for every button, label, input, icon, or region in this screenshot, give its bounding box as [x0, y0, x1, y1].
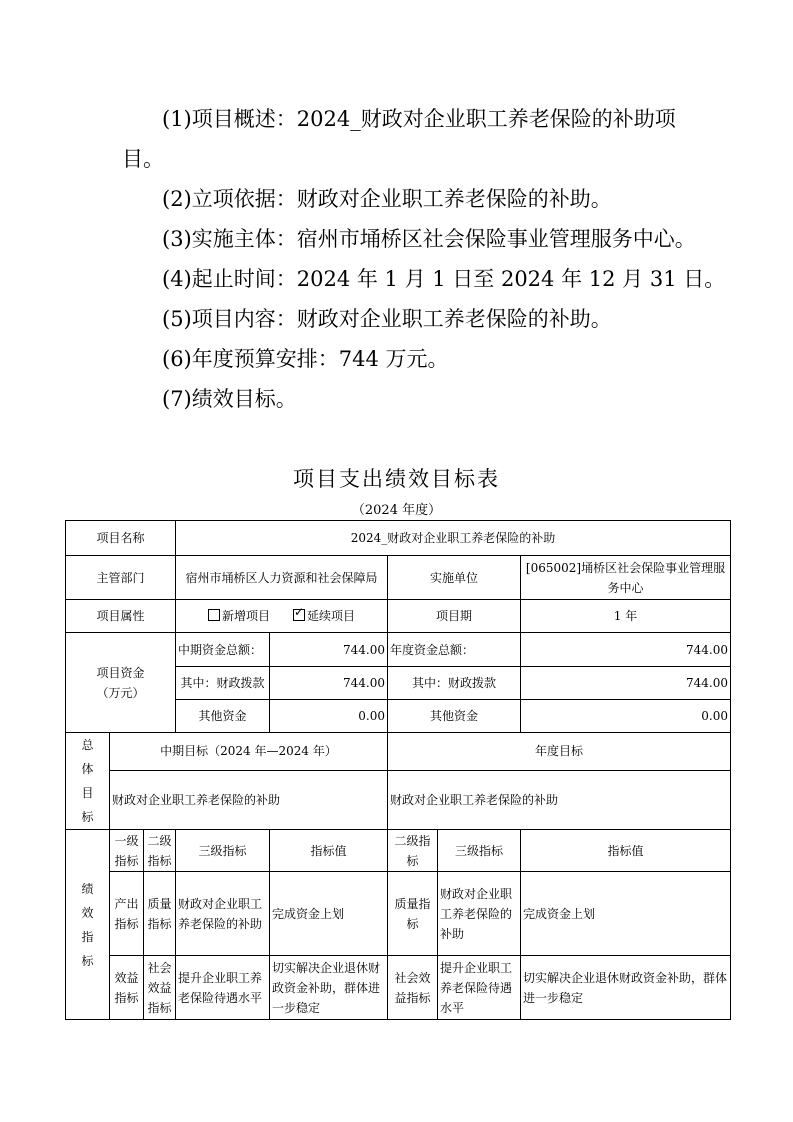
year-goal-text: 财政对企业职工养老保险的补助 [388, 770, 731, 829]
year-header-level2: 二级指标 [388, 830, 438, 872]
impl-value: [065002]埇桥区社会保险事业管理服务中心 [521, 556, 731, 600]
period-label: 项目期 [388, 600, 521, 633]
dept-value: 宿州市埇桥区人力资源和社会保障局 [176, 556, 388, 600]
paragraph-overview-line2: 目。 [122, 147, 164, 171]
row-level2: 质量指标 [144, 872, 176, 956]
mid-other-label: 其他资金 [176, 700, 270, 733]
year-row-level2: 社会效益指标 [388, 956, 438, 1020]
paragraph-implementer: (3)实施主体：宿州市埇桥区社会保险事业管理服务中心。 [162, 227, 696, 251]
year-header-value: 指标值 [521, 830, 731, 872]
project-name-label: 项目名称 [66, 521, 176, 556]
perf-indicator-label [66, 830, 110, 1020]
year-row-level2: 质量指标 [388, 872, 438, 956]
project-name-value: 2024_财政对企业职工养老保险的补助 [176, 521, 731, 556]
year-other-value: 0.00 [521, 700, 731, 733]
mid-goal-header: 中期目标（2024 年—2024 年） [110, 733, 388, 771]
header-value: 指标值 [270, 830, 388, 872]
perf-label-char: 指 [81, 929, 94, 944]
paragraph-budget: (6)年度预算安排：744 万元。 [162, 347, 449, 371]
mid-total-value: 744.00 [270, 633, 388, 667]
funds-label [66, 633, 176, 733]
dept-label: 主管部门 [66, 556, 176, 600]
year-fiscal-label: 其中：财政拨款 [388, 667, 521, 700]
year-header-level3: 三级指标 [438, 830, 521, 872]
header-level2: 二级指标 [144, 830, 176, 872]
attr-options [176, 600, 388, 633]
mid-goal-text: 财政对企业职工养老保险的补助 [110, 770, 388, 829]
row-level2: 社会效益指标 [144, 956, 176, 1020]
attr-new-label: 新增项目 [222, 609, 271, 623]
overall-goal-label [66, 733, 110, 830]
row-value: 完成资金上划 [270, 872, 388, 956]
mid-fiscal-label: 其中：财政拨款 [176, 667, 270, 700]
row-level3: 提升企业职工养老保险待遇水平 [176, 956, 270, 1020]
overall-label-char: 总 [81, 738, 94, 752]
paragraph-timeframe: (4)起止时间：2024 年 1 月 1 日至 2024 年 12 月 31 日。 [162, 267, 726, 291]
row-level3: 财政对企业职工养老保险的补助 [176, 872, 270, 956]
year-total-value: 744.00 [521, 633, 731, 667]
year-other-label: 其他资金 [388, 700, 521, 733]
perf-label-char: 效 [81, 905, 94, 920]
paragraph-goals: (7)绩效目标。 [162, 387, 297, 411]
year-row-level3: 提升企业职工养老保险待遇水平 [438, 956, 521, 1020]
mid-total-label: 中期资金总额： [176, 633, 270, 667]
perf-label-char: 标 [81, 953, 94, 968]
year-row-level3: 财政对企业职工养老保险的补助 [438, 872, 521, 956]
attr-label: 项目属性 [66, 600, 176, 633]
year-fiscal-value: 744.00 [521, 667, 731, 700]
year-row-value: 切实解决企业退休财政资金补助，群体进一步稳定 [521, 956, 731, 1020]
table-title: 项目支出绩效目标表 [293, 467, 500, 491]
paragraph-basis: (2)立项依据：财政对企业职工养老保险的补助。 [162, 187, 612, 211]
year-goal-header: 年度目标 [388, 733, 731, 771]
paragraph-content: (5)项目内容：财政对企业职工养老保险的补助。 [162, 307, 612, 331]
checkbox-new[interactable] [208, 609, 220, 621]
funds-label-line1: 项目资金 [96, 665, 145, 680]
paragraph-overview-line1: (1)项目概述：2024_财政对企业职工养老保险的补助项 [162, 107, 676, 131]
funds-label-line2: （万元） [96, 685, 145, 700]
mid-fiscal-value: 744.00 [270, 667, 388, 700]
attr-cont-label: 延续项目 [306, 609, 355, 623]
table-subtitle: （2024 年度） [351, 503, 442, 518]
overall-label-char: 标 [81, 810, 94, 824]
overall-label-char: 体 [81, 762, 94, 776]
year-total-label: 年度资金总额： [388, 633, 521, 667]
row-value: 切实解决企业退休财政资金补助，群体进一步稳定 [270, 956, 388, 1020]
impl-label: 实施单位 [388, 556, 521, 600]
header-level3: 三级指标 [176, 830, 270, 872]
year-row-value: 完成资金上划 [521, 872, 731, 956]
perf-label-char: 绩 [81, 881, 94, 896]
row-level1: 效益指标 [110, 956, 144, 1020]
performance-table [65, 520, 731, 1020]
check-icon: ✓ [293, 605, 304, 619]
row-level1: 产出指标 [110, 872, 144, 956]
mid-other-value: 0.00 [270, 700, 388, 733]
overall-label-char: 目 [81, 786, 94, 800]
header-level1: 一级指标 [110, 830, 144, 872]
checkbox-continue[interactable] [293, 605, 305, 621]
period-value: 1 年 [521, 600, 731, 633]
